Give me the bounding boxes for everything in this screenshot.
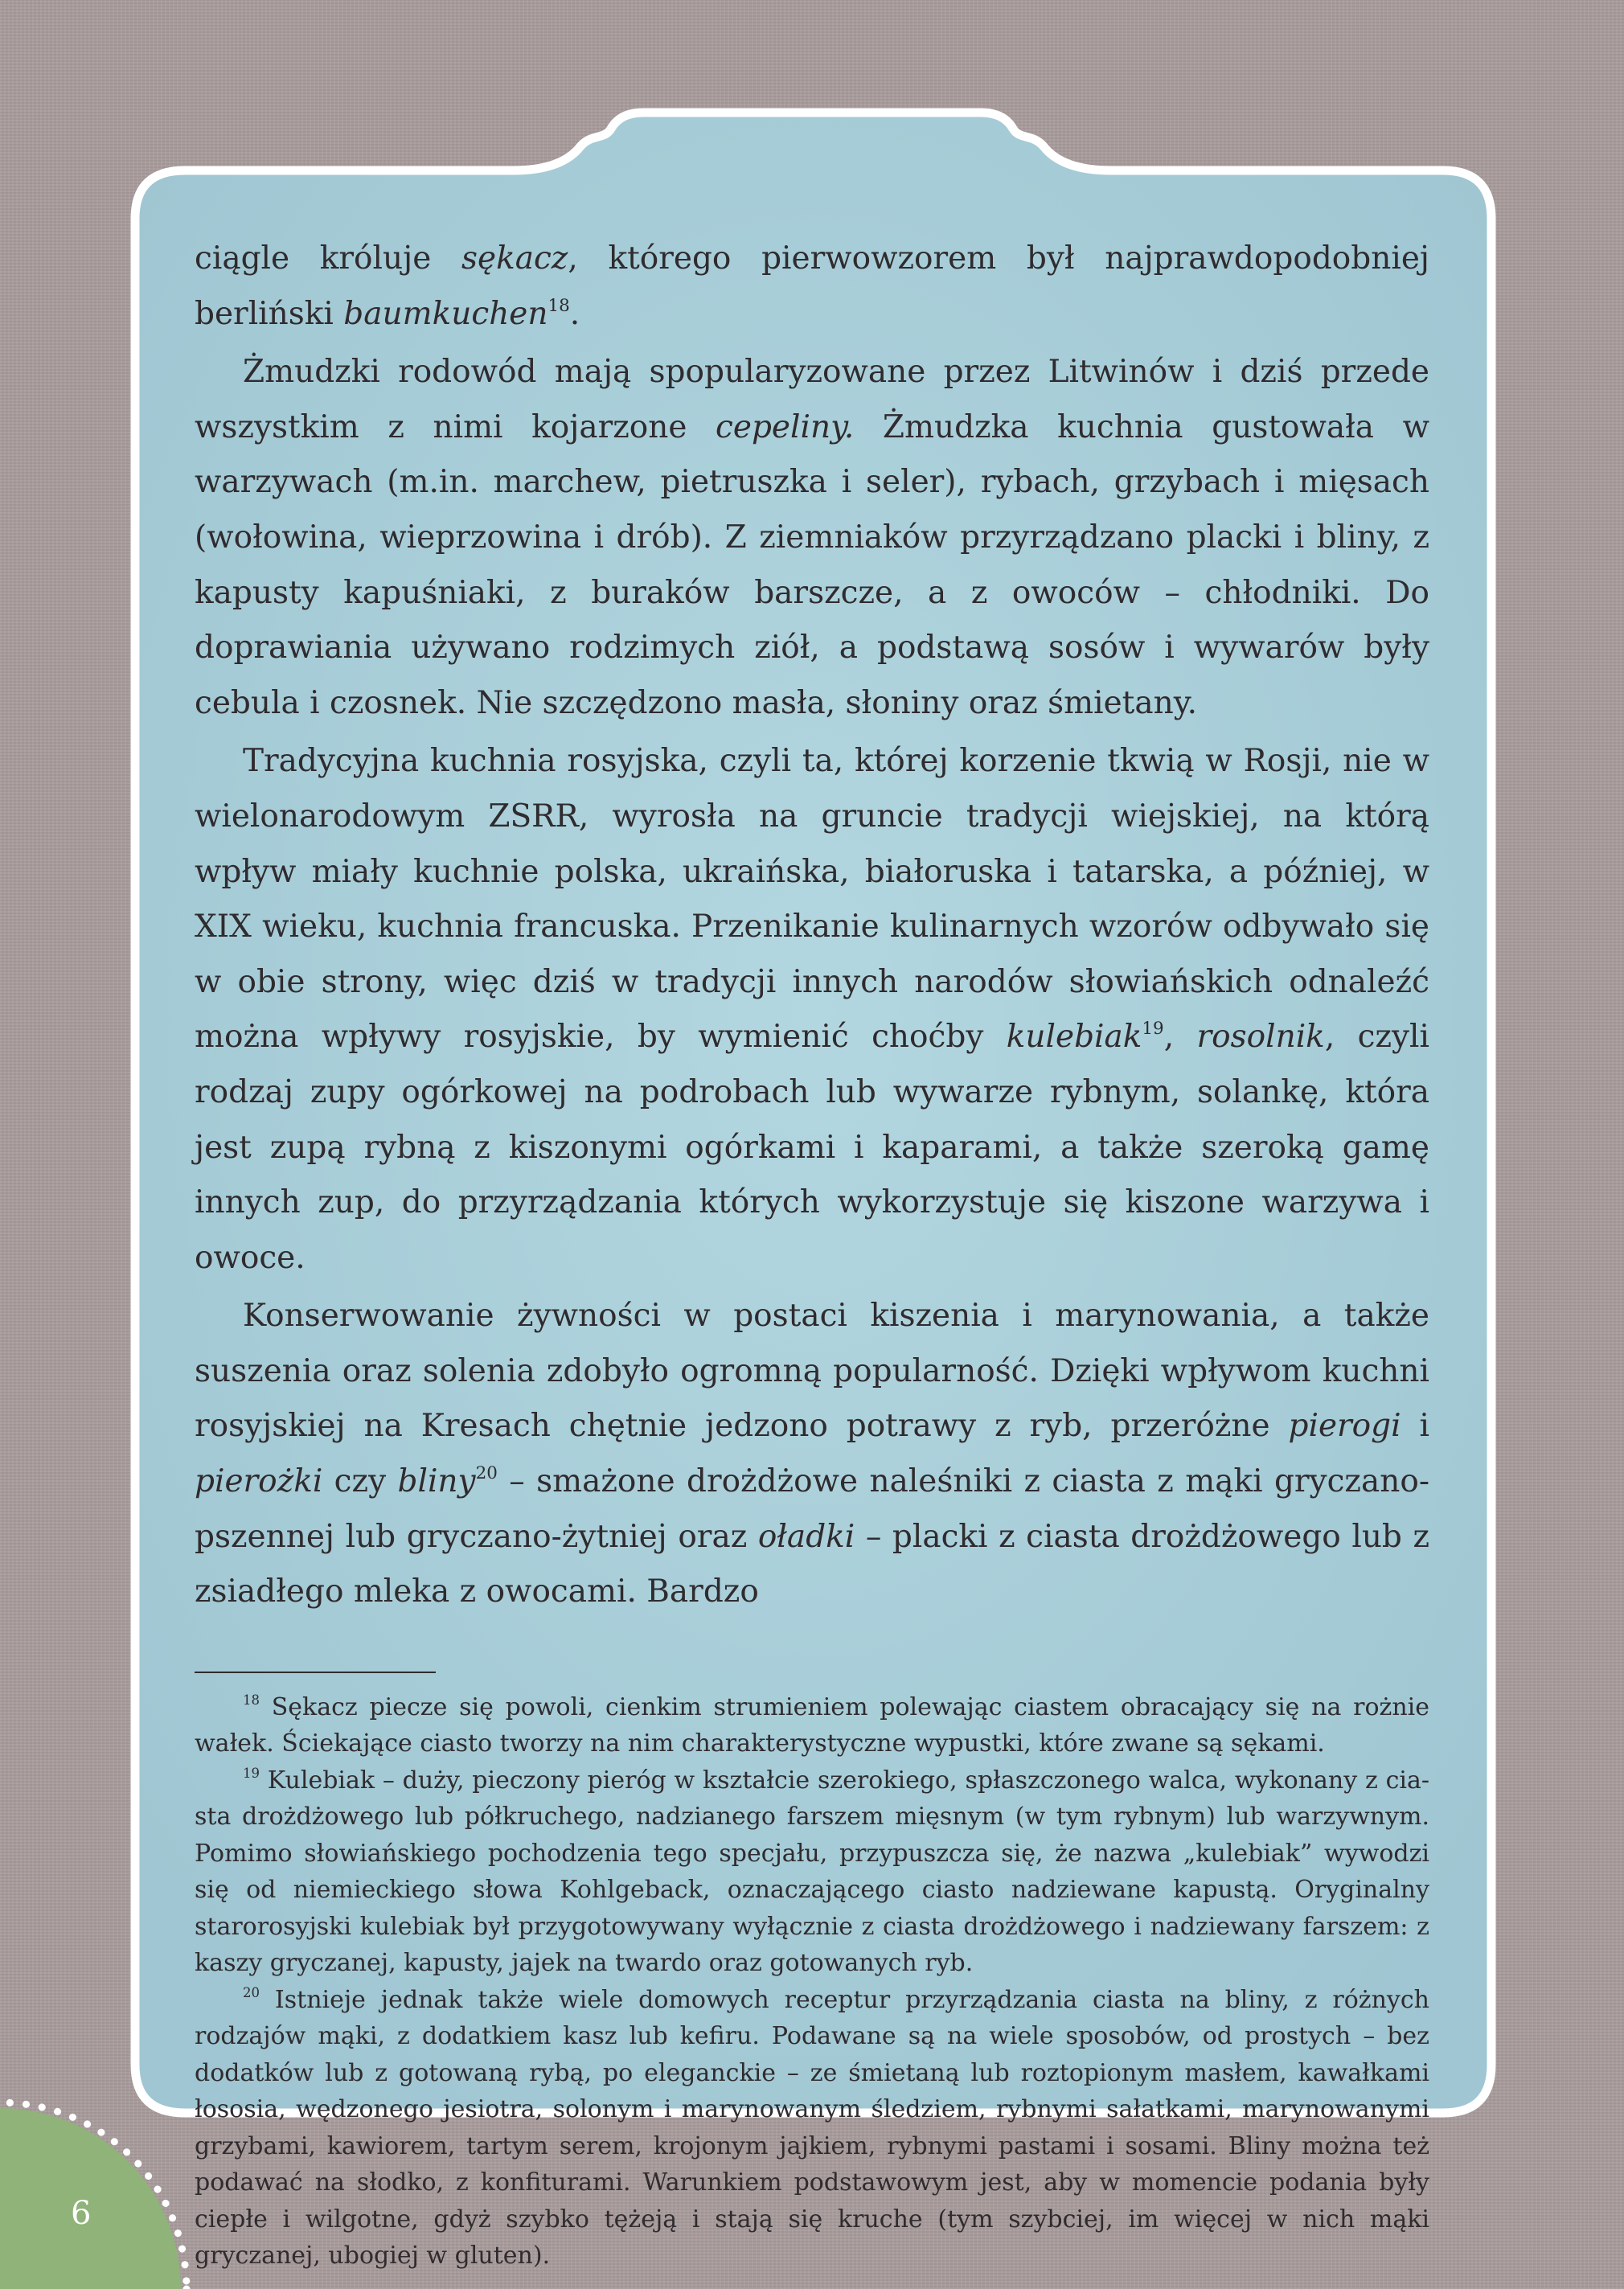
paragraph-3: Tradycyjna kuchnia rosyjska, czyli ta, której korzenie tkwią w Rosji, nie w wielonarodowym ZSRR, wyrosła na gruncie tradycji wiejskiej, na którą wpływ miały kuchnie polska, ukraińska, białoruska i tatarska, a później, w XIX wieku, kuchnia francuska. Przenikanie kulinarnych wzorów odbywało się w obie strony, więc dziś w tradycji innych narodów słowiańskich odnaleźć można wpływy rosyjskie, by wymienić choćby kulebiak$^{19}$, rosolnik, czyli rodzaj zupy ogórkowej na podrobach lub wywarze rybnym, solankę, która jest zupą rybną z kiszonymi ogórkami i kaparami, a także szeroką gamę innych zup, do przyrządzania których wykorzystuje się kiszone warzywa i owoce.: [195, 743, 1429, 1276]
footnote-20: $^{20}$ Istnieje jednak także wiele domowych receptur przyrządzania ciasta na bliny, z różnych rodzajów mąki, z dodatkiem kasz lub kefiru. Podawane są na wiele sposobów, od prostych – bez dodatków lub z gotowaną rybą, po eleganckie – ze śmietaną lub roztopionym masłem, kawałkami łososia, wędzonego jesiotra, solonym i marynowanym śledziem, rybnymi sałatkami, marynowanymi grzybami, kawiorem, tartym serem, krojonym jajkiem, rybnymi pastami i sosami. Bliny można też podawać na słodko, z konfiturami. Warunkiem podstawowym jest, aby w momencie podania były ciepłe i wilgotne, gdyż szybko tężeją i stają się kruche (tym szybciej, im więcej w nich mąki gryczanej, ubogiej w gluten).: [195, 1985, 1429, 2271]
main-text: [195, 232, 1429, 1620]
footnote-19: $^{19}$ Kulebiak – duży, pieczony pieróg w kształcie szerokiego, spłaszczonego walca, wykonany z ciasta drożdżowego lub półkruchego, nadzianego farszem mięsnym (w tym rybnym) lub warzywnym. Pomimo słowiańskiego pochodzenia tego specjału, przypuszcza się, że nazwa „kulebiak” wywodzi się od niemieckiego słowa Kohlgeback, oznaczającego ciasto nadziewane kapustą. Oryginalny starorosyjski kulebiak był przygotowywany wyłącznie z ciasta drożdżowego i nadziewany farszem: z kaszy gryczanej, kapusty, jajek na twardo oraz gotowanych ryb.: [195, 1766, 1429, 1978]
page-number: 6: [71, 2195, 92, 2232]
footnote-ref-18: 18: [547, 295, 570, 316]
footnote-18: $^{18}$ Sękacz piecze się powoli, cienkim strumieniem polewając ciastem obracający się na rożnie wałek. Ściekające ciasto tworzy na nim charakterystyczne wypustki, które zwane są sękami.: [195, 1692, 1429, 1758]
page-content: [195, 232, 1429, 2275]
footnote-divider: [195, 1672, 436, 1673]
paragraph-1: ciągle króluje sękacz, którego pierwowzorem był najprawdopodobniej berliński baumkuchen$^{18}$.: [195, 240, 1429, 332]
footnote-ref-19: 19: [1142, 1019, 1164, 1040]
footnote-ref-20: 20: [475, 1462, 498, 1483]
paragraph-2: Żmudzki rodowód mają spopularyzowane przez Litwinów i dziś przede wszystkim z nimi kojarzone cepeliny. Żmudzka kuchnia gustowała w warzywach (m.in. marchew, pietruszka i seler), rybach, grzybach i mięsach (wołowina, wieprzowina i drób). Z ziemniaków przyrządzano placki i bliny, z kapusty kapuśniaki, z buraków barszcze, a z owoców – chłodniki. Do doprawiania używano rodzimych ziół, a podstawą sosów i wywarów były cebula i czosnek. Nie szczędzono masła, słoniny oraz śmietany.: [195, 354, 1429, 721]
paragraph-4: Konserwowanie żywności w postaci kiszenia i marynowania, a także suszenia oraz solenia zdobyło ogromną popularność. Dzięki wpływom kuchni rosyjskiej na Kresach chętnie jedzono potrawy z ryb, przeróżne pierogi i pierożki czy bliny$^{20}$ – smażone drożdżowe naleśniki z ciasta z mąki gryczano-pszennej lub gryczano-żytniej oraz oładki – placki z ciasta drożdżowego lub z zsiadłego mleka z owocami. Bardzo: [195, 1298, 1430, 1610]
footnotes: [195, 1689, 1429, 2275]
